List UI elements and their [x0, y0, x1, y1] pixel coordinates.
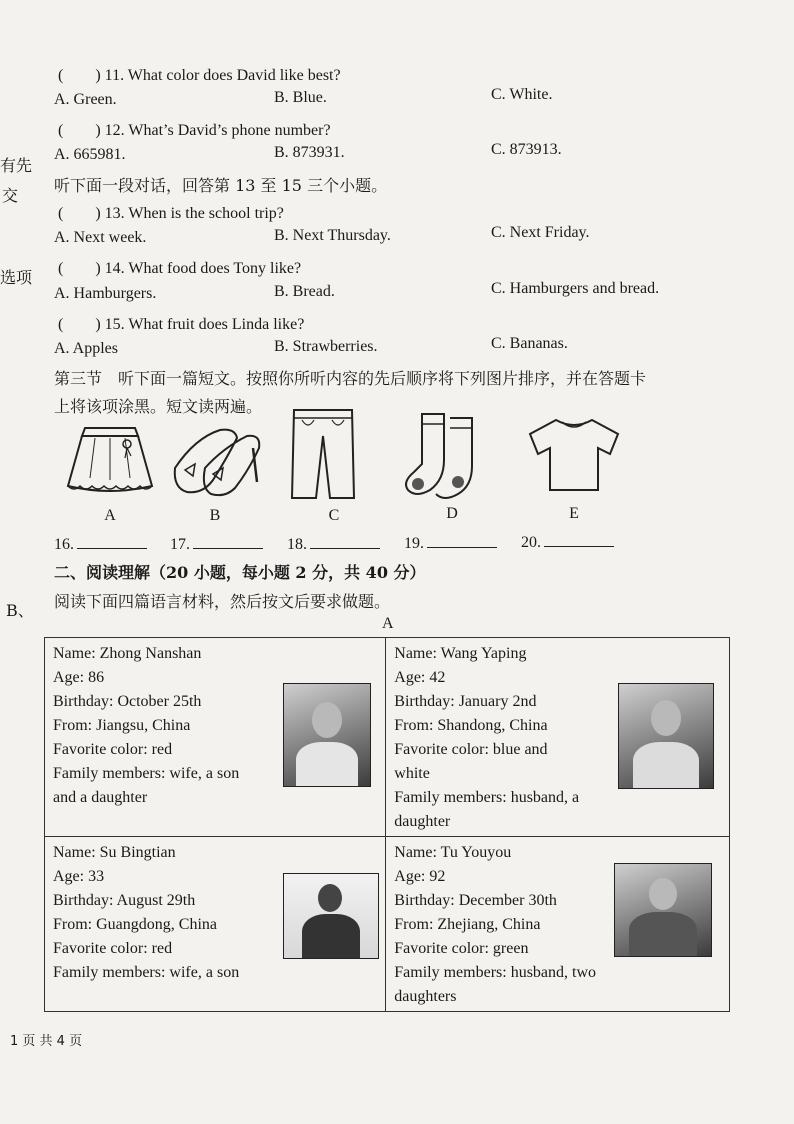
card-age: Age: 92: [394, 868, 446, 885]
card-name: Name: Zhong Nanshan: [53, 645, 202, 662]
q12-option-c[interactable]: C. 873913.: [491, 141, 562, 158]
card-family: Family members: husband, a daughter: [394, 789, 580, 830]
card-from: From: Zhejiang, China: [394, 916, 541, 933]
page-number: 1 页 共 4 页: [10, 1034, 83, 1049]
q14-option-b[interactable]: B. Bread.: [274, 283, 335, 300]
q11-option-c[interactable]: C. White.: [491, 86, 553, 103]
card-birthday: Birthday: August 29th: [53, 892, 196, 909]
q13-option-a[interactable]: A. Next week.: [54, 229, 147, 246]
profile-card: [45, 837, 386, 1012]
section3-instruction-line1: 第三节 听下面一篇短文。按照你所听内容的先后顺序将下列图片排序，并在答题卡: [54, 369, 647, 388]
card-birthday: Birthday: December 30th: [394, 892, 557, 909]
picture-label-e: E: [569, 505, 579, 522]
card-color: Favorite color: red: [53, 940, 173, 957]
profile-card: [386, 638, 730, 837]
reading-section-title: 二、阅读理解（20 小题，每小题 2 分，共 40 分）: [54, 563, 426, 582]
answer-blank-20[interactable]: [521, 532, 614, 552]
q12-option-a[interactable]: A. 665981.: [54, 146, 126, 163]
profile-photo: [618, 683, 714, 789]
reading-instruction: 阅读下面四篇语言材料，然后按文后要求做题。: [54, 592, 391, 611]
q12-option-b[interactable]: B. 873931.: [274, 144, 345, 161]
picture-label-c: C: [328, 507, 340, 524]
profile-photo: [283, 873, 379, 959]
blank-number: 20.: [521, 534, 541, 551]
card-from: From: Guangdong, China: [53, 916, 217, 933]
margin-fragment: B、: [6, 601, 34, 620]
blank-line[interactable]: [427, 533, 497, 548]
profile-card: [45, 638, 386, 837]
card-from: From: Shandong, China: [394, 717, 548, 734]
card-family: Family members: wife, a son: [53, 964, 240, 981]
q15-option-c[interactable]: C. Bananas.: [491, 335, 568, 352]
card-color: Favorite color: red: [53, 741, 173, 758]
margin-fragment: 选项: [0, 268, 33, 287]
card-name: Name: Tu Youyou: [394, 844, 512, 861]
passage-label: A: [382, 615, 394, 632]
q15-option-b[interactable]: B. Strawberries.: [274, 338, 378, 355]
q13-option-b[interactable]: B. Next Thursday.: [274, 227, 391, 244]
answer-blank-17[interactable]: [170, 534, 263, 554]
pants-icon: [288, 406, 358, 502]
q11-option-b[interactable]: B. Blue.: [274, 89, 327, 106]
question-11-stem: ( ) 11. What color does David like best?: [58, 67, 341, 84]
listening-instruction: 听下面一段对话，回答第 13 至 15 三个小题。: [54, 176, 388, 195]
shoes-icon: [165, 418, 265, 500]
card-name: Name: Wang Yaping: [394, 645, 527, 662]
card-age: Age: 33: [53, 868, 105, 885]
answer-blank-18[interactable]: [287, 534, 380, 554]
card-family: Family members: wife, a son and a daughter: [53, 765, 240, 806]
answer-blank-19[interactable]: [404, 533, 497, 553]
picture-label-b: B: [209, 507, 221, 524]
blank-number: 17.: [170, 536, 190, 553]
card-color: Favorite color: green: [394, 940, 529, 957]
blank-line[interactable]: [310, 534, 380, 549]
blank-line[interactable]: [544, 532, 614, 547]
card-age: Age: 86: [53, 669, 105, 686]
question-15-stem: ( ) 15. What fruit does Linda like?: [58, 316, 305, 333]
picture-label-a: A: [104, 507, 116, 524]
margin-fragment: 交: [2, 186, 19, 205]
card-family: Family members: husband, two daughters: [394, 964, 597, 1005]
card-from: From: Jiangsu, China: [53, 717, 191, 734]
blank-number: 18.: [287, 536, 307, 553]
card-name: Name: Su Bingtian: [53, 844, 176, 861]
socks-icon: [400, 410, 490, 502]
section3-instruction-line2: 上将该项涂黑。短文读两遍。: [54, 397, 263, 416]
skirt-icon: [60, 418, 160, 498]
question-14-stem: ( ) 14. What food does Tony like?: [58, 260, 302, 277]
card-birthday: Birthday: January 2nd: [394, 693, 537, 710]
blank-line[interactable]: [193, 534, 263, 549]
q14-option-a[interactable]: A. Hamburgers.: [54, 285, 157, 302]
q15-option-a[interactable]: A. Apples: [54, 340, 118, 357]
picture-label-d: D: [446, 505, 458, 522]
answer-blank-16[interactable]: [54, 534, 147, 554]
profile-photo: [283, 683, 371, 787]
tshirt-icon: [526, 414, 622, 494]
card-birthday: Birthday: October 25th: [53, 693, 202, 710]
question-13-stem: ( ) 13. When is the school trip?: [58, 205, 284, 222]
card-age: Age: 42: [394, 669, 446, 686]
q11-option-a[interactable]: A. Green.: [54, 91, 117, 108]
card-color: Favorite color: blue and white: [394, 741, 548, 782]
question-12-stem: ( ) 12. What’s David’s phone number?: [58, 122, 331, 139]
profile-card: [386, 837, 730, 1012]
blank-line[interactable]: [77, 534, 147, 549]
blank-number: 19.: [404, 535, 424, 552]
margin-fragment: 有先: [0, 156, 33, 175]
profile-cards-table: [44, 637, 730, 1012]
q13-option-c[interactable]: C. Next Friday.: [491, 224, 590, 241]
q14-option-c[interactable]: C. Hamburgers and bread.: [491, 280, 660, 297]
blank-number: 16.: [54, 536, 74, 553]
profile-photo: [614, 863, 712, 957]
